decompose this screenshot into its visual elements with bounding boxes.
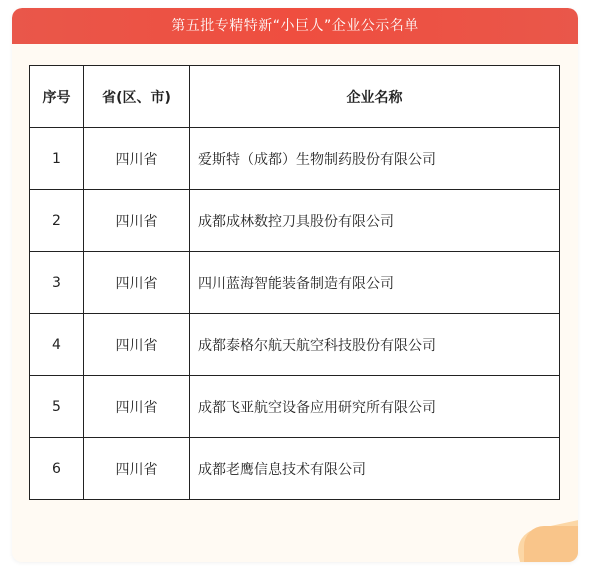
row-number: 2 [30, 190, 84, 252]
column-header-number: 序号 [30, 66, 84, 128]
row-company-name: 四川蓝海智能装备制造有限公司 [190, 252, 560, 314]
table-header-row [30, 66, 560, 128]
row-number: 6 [30, 438, 84, 500]
company-table [29, 65, 560, 500]
announcement-card [12, 8, 578, 562]
row-province: 四川省 [84, 314, 190, 376]
company-table-wrapper [29, 65, 559, 500]
table-row [30, 314, 560, 376]
row-number: 1 [30, 128, 84, 190]
card-header [12, 8, 578, 44]
row-number: 4 [30, 314, 84, 376]
row-number: 5 [30, 376, 84, 438]
row-company-name: 爱斯特（成都）生物制药股份有限公司 [190, 128, 560, 190]
row-company-name: 成都老鹰信息技术有限公司 [190, 438, 560, 500]
row-province: 四川省 [84, 190, 190, 252]
column-header-province: 省(区、市) [84, 66, 190, 128]
row-company-name: 成都泰格尔航天航空科技股份有限公司 [190, 314, 560, 376]
row-company-name: 成都成林数控刀具股份有限公司 [190, 190, 560, 252]
page-title: 第五批专精特新“小巨人”企业公示名单 [171, 18, 419, 34]
row-province: 四川省 [84, 128, 190, 190]
row-province: 四川省 [84, 438, 190, 500]
table-row [30, 190, 560, 252]
row-company-name: 成都飞亚航空设备应用研究所有限公司 [190, 376, 560, 438]
column-header-company: 企业名称 [190, 66, 560, 128]
table-row [30, 376, 560, 438]
table-row [30, 252, 560, 314]
decorative-corner-accent [524, 526, 578, 562]
table-row [30, 438, 560, 500]
table-row [30, 128, 560, 190]
row-province: 四川省 [84, 252, 190, 314]
row-province: 四川省 [84, 376, 190, 438]
row-number: 3 [30, 252, 84, 314]
